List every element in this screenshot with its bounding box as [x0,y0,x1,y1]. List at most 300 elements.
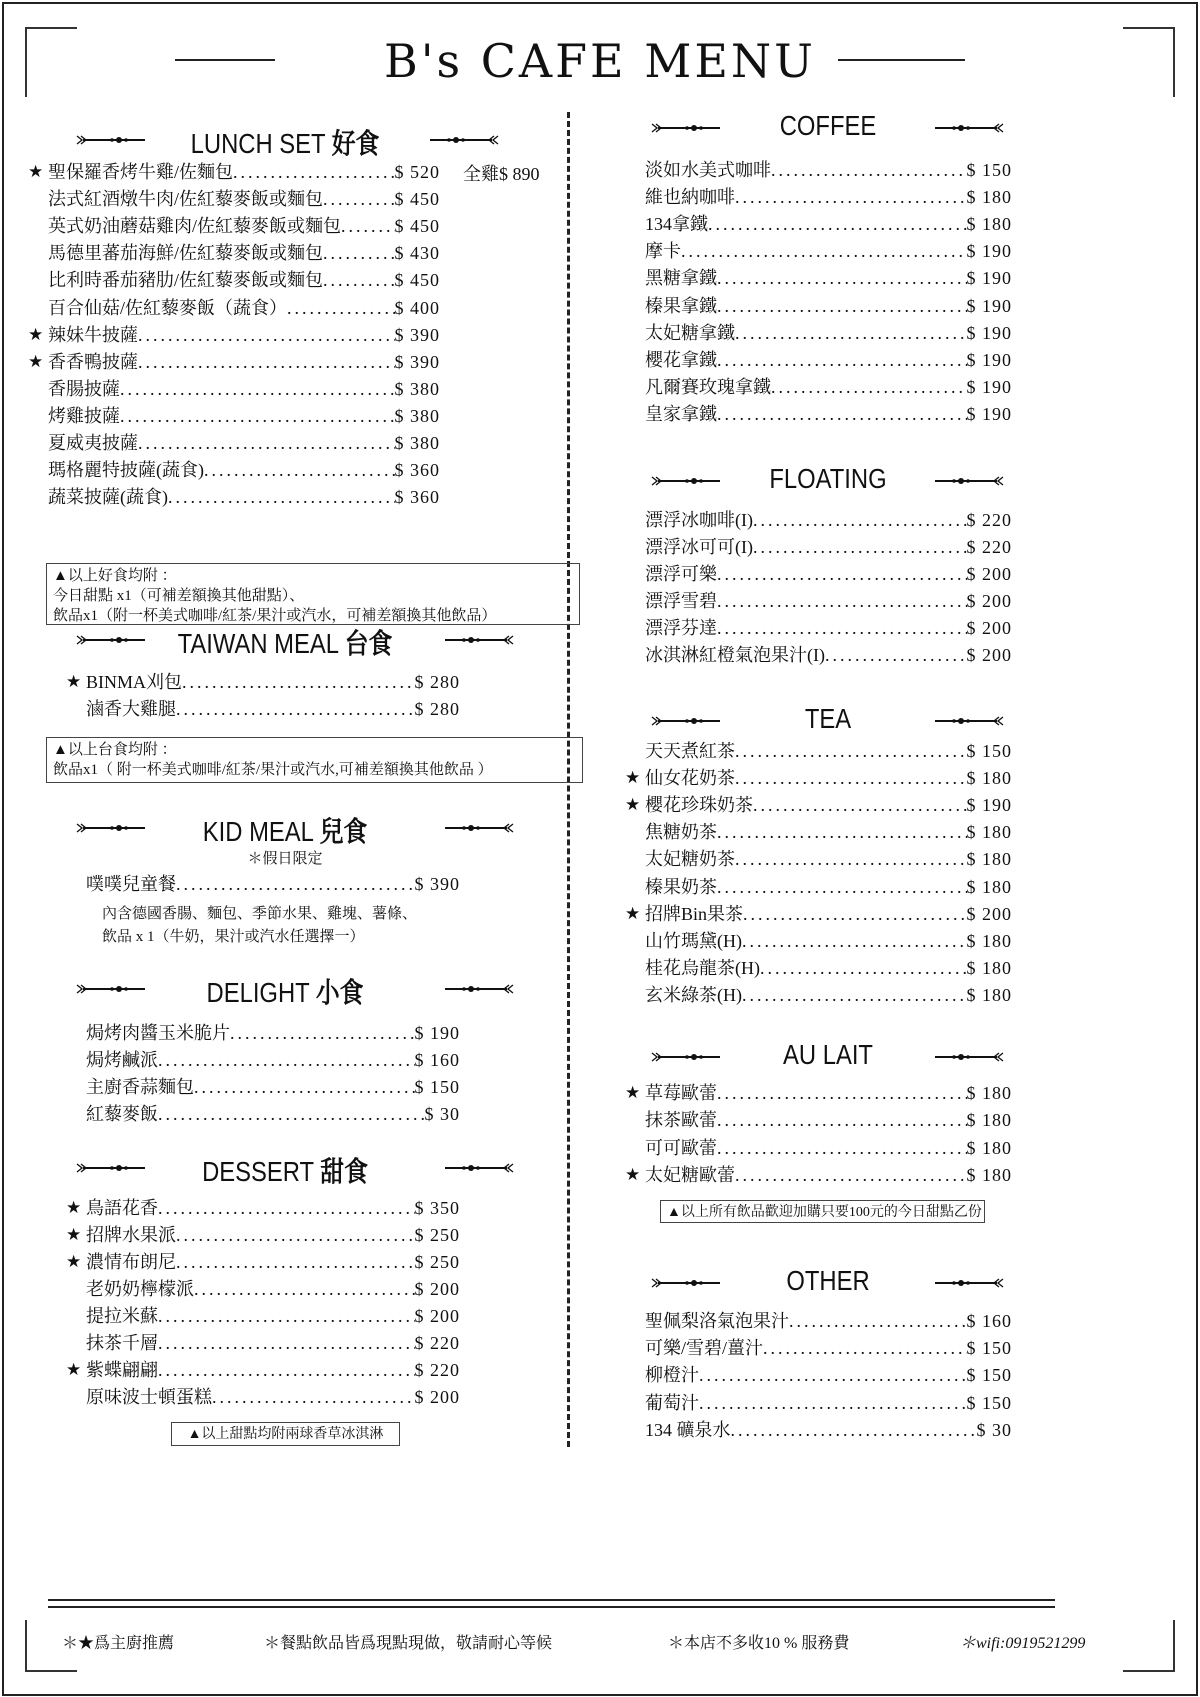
dot-leader [742,982,967,1008]
item-price: $ 250 [414,1252,460,1272]
item-name: 噗噗兒童餐 [86,874,176,894]
dot-leader [158,1357,415,1383]
dot-leader [158,1101,425,1127]
dot-leader [323,186,395,212]
dot-leader [735,1162,967,1188]
section-title-en: DELIGHT [206,977,310,1008]
menu-item[interactable] [645,642,1012,668]
item-price: $ 150 [966,741,1012,761]
menu-item[interactable] [645,374,1012,400]
dot-leader [717,347,967,373]
item-price: $ 150 [966,1392,1012,1413]
item-name: 提拉米蘇 [86,1306,158,1326]
item-price: $ 30 [424,1104,460,1124]
menu-item[interactable] [48,403,440,429]
dot-leader [287,295,395,321]
dot-leader [120,403,395,429]
menu-item[interactable] [48,267,440,293]
menu-item[interactable] [48,484,440,510]
item-name: 可樂/雪碧/薑汁 [645,1338,764,1359]
item-name: 焦糖奶茶 [645,822,717,843]
item-name: 可可歐蕾 [645,1137,717,1158]
dot-leader [138,349,395,375]
star-icon: ★ [625,1164,641,1184]
menu-item[interactable] [645,1417,1012,1443]
item-name: 134拿鐵 [645,214,708,235]
menu-item[interactable] [645,1308,1012,1334]
dot-leader [176,1249,415,1275]
dot-leader [717,1135,967,1161]
menu-item[interactable] [645,928,1012,954]
section-title-zh: 兒食 [319,815,368,848]
star-icon: ★ [625,903,641,923]
item-price: $ 280 [414,672,460,692]
menu-item[interactable] [625,792,1012,818]
item-name: 滷香大雞腿 [86,699,176,719]
dot-leader [212,1384,415,1410]
item-price: $ 200 [414,1306,460,1326]
dot-leader [233,159,395,185]
dot-leader [717,265,967,291]
star-icon: ★ [66,672,82,691]
item-name: 黑糖拿鐵 [645,268,717,289]
item-price: $ 200 [414,1279,460,1299]
item-name: 招牌Bin果茶 [645,903,744,924]
ornament-right-icon [445,821,515,835]
item-name: 主廚香蒜麵包 [86,1077,194,1097]
section-title-en: TAIWAN MEAL [177,628,339,659]
menu-item[interactable] [625,765,1012,791]
item-price: $ 430 [394,243,440,264]
item-price: $ 150 [966,160,1012,180]
item-name: 辣妹牛披薩 [48,324,138,345]
section-subtitle: ＊假日限定 [247,851,323,867]
page-title: B's CAFE MENU [384,34,816,88]
item-name: 瑪格麗特披薩(蔬食) [48,460,204,481]
dot-leader [753,507,967,533]
dot-leader [138,322,395,348]
dot-leader [681,238,967,264]
item-name: 香腸披薩 [48,378,120,399]
menu-item[interactable] [48,376,440,402]
section-title-lunch [115,122,455,162]
note-line: ▲以上所有飲品歡迎加購只要100元的今日甜點乙份 [667,1205,982,1220]
star-icon: ★ [28,162,44,181]
dot-leader [120,376,395,402]
item-name: 香香鴨披薩 [48,351,138,372]
item-price: $ 190 [966,349,1012,370]
section-title-tea [658,703,998,735]
menu-item[interactable] [645,534,1012,560]
item-name: 桂花烏龍茶(H) [645,957,760,978]
menu-item[interactable] [66,669,460,695]
item-name: 摩卡 [645,241,681,262]
item-name: 漂浮冰咖啡(I) [645,510,753,530]
dot-leader [717,561,967,587]
item-price: $ 250 [414,1225,460,1245]
menu-item[interactable] [645,874,1012,900]
menu-item[interactable] [28,349,440,375]
menu-item[interactable] [645,184,1012,210]
item-name: 太妃糖歐蕾 [645,1164,735,1185]
dot-leader [323,240,395,266]
item-price: $ 380 [394,378,440,399]
menu-item[interactable] [645,846,1012,872]
star-icon: ★ [66,1225,82,1244]
menu-item[interactable] [645,819,1012,845]
dot-leader [735,846,967,872]
section-title-kid [115,810,455,850]
dot-leader [176,696,415,722]
dot-leader [717,401,967,427]
section-note [660,1200,985,1223]
item-price: $ 190 [966,376,1012,397]
item-price: $ 200 [966,618,1012,638]
item-price: $ 180 [966,957,1012,978]
menu-item[interactable] [86,1074,460,1100]
dot-leader [789,1308,967,1334]
item-name: 櫻花拿鐵 [645,349,717,370]
item-name: 漂浮雪碧 [645,591,717,611]
dot-leader [735,320,967,346]
dot-leader [717,588,967,614]
ornament-right-icon [445,982,515,996]
menu-item[interactable] [86,1303,460,1329]
section-note [171,1422,400,1446]
menu-item[interactable] [86,1047,460,1073]
star-icon: ★ [28,324,44,344]
dot-leader [760,955,967,981]
menu-item[interactable] [48,213,440,239]
item-description: 內含德國香腸、麵包、季節水果、雞塊、薯條、 [102,906,418,922]
note-line: ▲以上台食均附 ： [53,742,177,758]
star-icon: ★ [625,768,641,788]
item-name: 榛果奶茶 [645,876,717,897]
dot-leader [699,1362,967,1388]
item-name: 焗烤肉醬玉米脆片 [86,1023,230,1043]
section-title-en: LUNCH SET [190,128,326,159]
dot-leader [717,1107,967,1133]
item-name: 維也納咖啡 [645,187,735,208]
item-price: $ 200 [966,591,1012,611]
item-price: $ 350 [414,1198,460,1218]
menu-item[interactable] [28,159,440,185]
note-line: ▲以上好食均附 ： [53,568,177,584]
star-icon: ★ [28,351,44,371]
item-price: $ 190 [966,795,1012,816]
item-price: $ 190 [966,268,1012,289]
dot-leader [158,1330,415,1356]
item-name: 葡萄汁 [645,1392,699,1413]
section-title-zh: 小食 [315,976,364,1009]
item-name: 烤雞披薩 [48,405,120,426]
item-name: 馬德里蕃茄海鮮/佐紅藜麥飯或麵包 [48,243,323,264]
dot-leader [717,819,967,845]
item-price: $ 200 [966,564,1012,584]
section-title-aulait [658,1039,998,1071]
menu-item[interactable] [48,457,440,483]
dot-leader [158,1195,415,1221]
item-price: $ 160 [966,1311,1012,1331]
item-price: $ 180 [966,849,1012,870]
dot-leader [753,534,967,560]
star-icon: ★ [66,1252,82,1271]
dot-leader [699,1390,967,1416]
dot-leader [158,1303,415,1329]
menu-item[interactable] [86,1020,460,1046]
item-name: 夏威夷披薩 [48,433,138,453]
menu-item[interactable] [86,1384,460,1410]
menu-item[interactable] [645,1107,1012,1133]
corner-ornament [1123,1620,1175,1672]
item-name: 漂浮可樂 [645,564,717,584]
item-price: $ 190 [966,322,1012,343]
item-name: 紫蝶翩翩 [86,1360,158,1380]
item-name: 草莓歐蕾 [645,1083,717,1103]
item-price: $ 190 [966,241,1012,262]
item-price: $ 450 [394,270,440,291]
note-line: 飲品x1（附一杯美式咖啡/紅茶/果汁或汽水，可補差額換其他飲品） [53,608,497,624]
item-name: 太妃糖拿鐵 [645,322,735,343]
dot-leader [182,669,414,695]
item-name: 柳橙汁 [645,1365,699,1386]
item-name: 紅藜麥飯 [86,1104,158,1124]
dot-leader [717,1080,967,1106]
item-price: $ 220 [414,1360,460,1380]
menu-item[interactable] [645,1362,1012,1388]
menu-item[interactable] [86,1330,460,1356]
menu-item[interactable] [48,430,440,456]
dot-leader [735,738,967,764]
item-price: $ 280 [414,699,460,719]
menu-item[interactable] [66,1249,460,1275]
item-name: 漂浮冰可可(I) [645,537,753,557]
star-icon: ★ [625,795,641,815]
item-price: $ 180 [966,187,1012,208]
item-price: $ 200 [966,645,1012,665]
item-extra-price: 全雞$ 890 [463,164,540,184]
dot-leader [194,1276,415,1302]
item-price: $ 390 [414,874,460,894]
item-name: 抹茶千層 [86,1333,158,1353]
item-price: $ 380 [394,405,440,426]
item-price: $ 150 [414,1077,460,1097]
item-price: $ 220 [966,537,1012,557]
menu-item[interactable] [645,561,1012,587]
footer-rule [48,1599,1055,1601]
section-title-en: DESSERT [202,1156,314,1187]
item-price: $ 450 [394,189,440,210]
item-price: $ 180 [966,1110,1012,1131]
item-price: $ 190 [966,403,1012,424]
section-note [46,737,583,783]
item-name: 聖保羅香烤牛雞/佐麵包 [48,162,233,182]
item-name: 濃情布朗尼 [86,1252,176,1272]
item-price: $ 220 [966,510,1012,530]
menu-item[interactable] [28,322,440,348]
item-price: $ 180 [966,214,1012,235]
item-name: 抹茶歐蕾 [645,1110,717,1131]
item-name: 百合仙菇/佐紅藜麥飯（蔬食） [48,297,287,318]
section-title-zh: 台食 [344,627,393,660]
dot-leader [717,615,967,641]
menu-item[interactable] [645,293,1012,319]
menu-item[interactable] [645,1390,1012,1416]
item-name: 老奶奶檸檬派 [86,1279,194,1299]
footer-note-fresh: ＊餐點飲品皆爲現點現做，敬請耐心等候 [264,1635,553,1652]
item-name: 皇家拿鐵 [645,403,717,424]
dot-leader [194,1074,415,1100]
menu-item[interactable] [645,955,1012,981]
item-price: $ 190 [414,1023,460,1043]
menu-item[interactable] [86,696,460,722]
title-rule-right [838,59,965,61]
item-name: 原味波士頓蛋糕 [86,1387,212,1407]
note-line: 飲品x1（ 附一杯美式咖啡/紅茶/果汁或汽水,可補差額換其他飲品 ） [53,762,493,778]
item-price: $ 180 [966,876,1012,897]
section-title-floating [658,463,998,495]
menu-item[interactable] [625,1080,1012,1106]
ornament-right-icon [445,1161,515,1175]
item-name: 蔬菜披薩(蔬食) [48,487,168,508]
item-name: 漂浮芬達 [645,618,717,638]
dot-leader [735,184,967,210]
item-name: 凡爾賽玫瑰拿鐵 [645,376,771,397]
item-name: 聖佩梨洛氣泡果汁 [645,1311,789,1331]
item-price: $ 220 [414,1333,460,1353]
dot-leader [158,1047,415,1073]
item-name: 鳥語花香 [86,1198,158,1218]
dot-leader [771,157,967,183]
item-price: $ 30 [976,1419,1012,1440]
item-name: 櫻花珍珠奶茶 [645,795,753,816]
ornament-right-icon [445,633,515,647]
item-price: $ 190 [966,295,1012,316]
menu-item[interactable] [645,238,1012,264]
dot-leader [743,901,966,927]
item-name: 山竹瑪黛(H) [645,930,742,951]
section-title-taiwan [115,622,455,662]
item-price: $ 180 [966,768,1012,789]
dot-leader [341,213,395,239]
item-price: $ 450 [394,216,440,237]
item-name: 焗烤鹹派 [86,1050,158,1070]
item-price: $ 150 [966,1338,1012,1359]
dot-leader [825,642,967,668]
dot-leader [138,430,395,456]
menu-item[interactable] [645,320,1012,346]
note-line: 今日甜點 x1（可補差額換其他甜點）、 [53,588,305,604]
section-title-delight [115,971,455,1011]
item-name: 天天煮紅茶 [645,741,735,761]
item-price: $ 520 [394,162,440,182]
footer-note-service: ＊本店不多收10 % 服務費 [668,1635,850,1652]
menu-item[interactable] [48,295,440,321]
item-description: 飲品 x 1（牛奶，果汁或汽水任選擇一） [102,929,365,945]
menu-item[interactable] [66,1357,460,1383]
item-price: $ 180 [966,1164,1012,1185]
dot-leader [176,1222,415,1248]
section-title-en: TEA [804,703,852,734]
section-title-zh: 好食 [331,127,380,160]
item-name: 比利時番茄豬肋/佐紅藜麥飯或麵包 [48,270,323,291]
menu-item[interactable] [645,507,1012,533]
menu-item[interactable] [86,871,460,897]
dot-leader [168,484,395,510]
item-name: BINMA刈包 [86,672,183,692]
item-price: $ 150 [966,1365,1012,1386]
section-title-other [658,1265,998,1297]
menu-item[interactable] [645,588,1012,614]
dot-leader [771,374,967,400]
item-price: $ 390 [394,351,440,372]
item-price: $ 400 [394,297,440,318]
menu-item[interactable] [625,1162,1012,1188]
item-name: 仙女花奶茶 [645,768,735,789]
item-name: 英式奶油蘑菇雞肉/佐紅藜麥飯或麵包 [48,216,341,237]
item-price: $ 200 [414,1387,460,1407]
menu-item[interactable] [645,615,1012,641]
star-icon: ★ [66,1360,82,1379]
item-name: 淡如水美式咖啡 [645,160,771,180]
dot-leader [717,874,967,900]
dot-leader [753,792,967,818]
item-name: 134 礦泉水 [645,1419,731,1440]
item-name: 冰淇淋紅橙氣泡果汁(I) [645,645,825,665]
menu-item[interactable] [48,240,440,266]
star-icon: ★ [625,1083,641,1102]
item-price: $ 360 [394,487,440,508]
item-name: 榛果拿鐵 [645,295,717,316]
footer-note-star: ＊★爲主廚推薦 [62,1635,175,1652]
menu-item[interactable] [645,1135,1012,1161]
section-note [46,563,580,625]
menu-item[interactable] [625,901,1012,927]
dot-leader [230,1020,415,1046]
item-name: 太妃糖奶茶 [645,849,735,870]
footer-rule [48,1606,1055,1608]
dot-leader [717,293,967,319]
item-price: $ 180 [966,1083,1012,1103]
section-title-en: OTHER [786,1265,870,1296]
menu-item[interactable] [66,1195,460,1221]
menu-item[interactable] [645,211,1012,237]
item-name: 招牌水果派 [86,1225,176,1245]
footer-wifi: ＊wifi:0919521299 [960,1635,1086,1652]
menu-item[interactable] [645,982,1012,1008]
menu-item[interactable] [645,265,1012,291]
menu-item[interactable] [66,1222,460,1248]
menu-item[interactable] [48,186,440,212]
menu-item[interactable] [645,157,1012,183]
item-price: $ 360 [394,460,440,481]
dot-leader [204,457,395,483]
star-icon: ★ [66,1198,82,1217]
item-price: $ 160 [414,1050,460,1070]
menu-item[interactable] [645,401,1012,427]
menu-item[interactable] [645,1335,1012,1361]
dot-leader [742,928,967,954]
section-title-en: FLOATING [769,463,887,494]
dot-leader [731,1417,977,1443]
menu-item[interactable] [86,1101,460,1127]
menu-item[interactable] [645,738,1012,764]
note-line: ▲以上甜點均附兩球香草冰淇淋 [187,1427,384,1442]
section-title-dessert [115,1150,455,1190]
dot-leader [763,1335,966,1361]
menu-item[interactable] [86,1276,460,1302]
menu-item[interactable] [645,347,1012,373]
